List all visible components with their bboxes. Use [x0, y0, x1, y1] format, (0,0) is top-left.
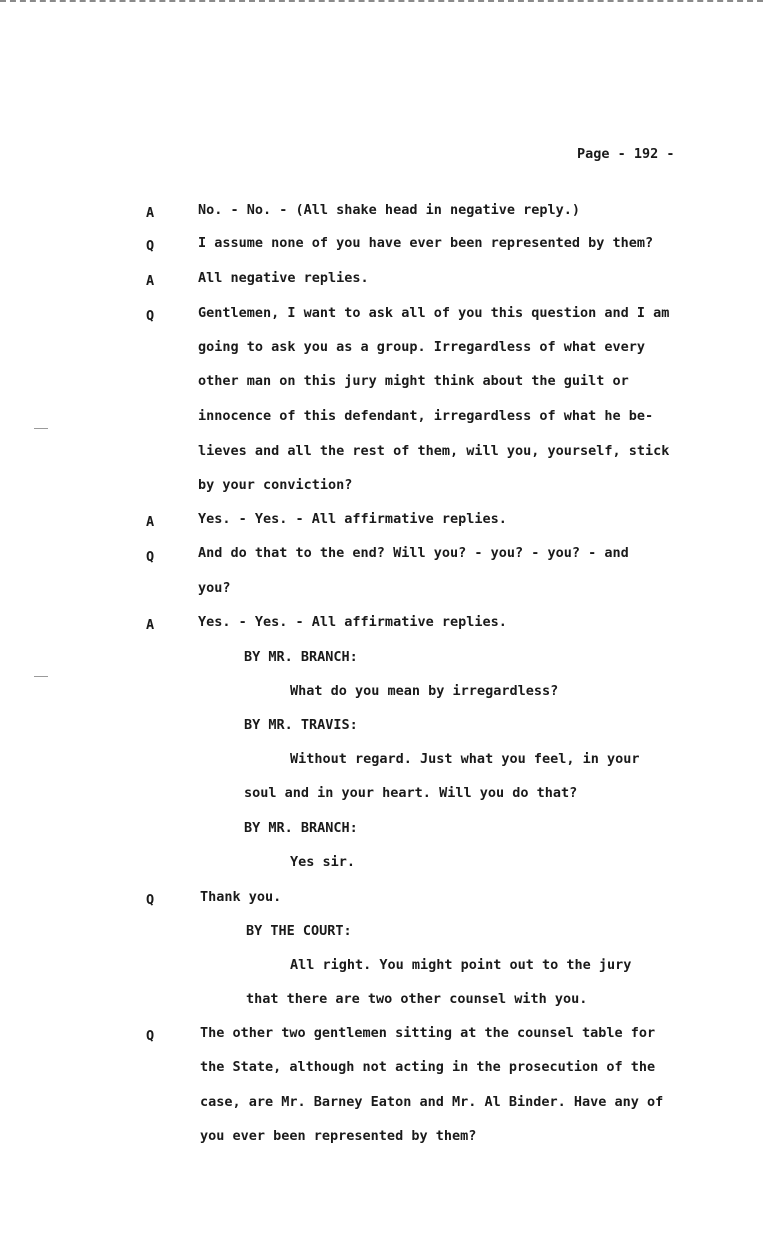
examiner-heading: BY MR. TRAVIS:	[244, 717, 358, 733]
speaker-label: A	[146, 617, 155, 633]
examiner-heading: BY MR. BRANCH:	[244, 649, 358, 665]
transcript-line: that there are two other counsel with you.	[246, 991, 588, 1007]
transcript-line: What do you mean by irregardless?	[290, 683, 559, 699]
page-number: Page - 192 -	[577, 146, 675, 162]
transcript-line: case, are Mr. Barney Eaton and Mr. Al Binder. Have any of	[200, 1094, 664, 1110]
scan-mark	[34, 428, 48, 429]
examiner-heading: BY MR. BRANCH:	[244, 820, 358, 836]
transcript-line: you?	[198, 580, 231, 596]
transcript-line: And do that to the end? Will you? - you? - you? - and	[198, 545, 629, 561]
examiner-heading: BY THE COURT:	[246, 923, 352, 939]
transcript-line: by your conviction?	[198, 477, 353, 493]
transcript-line: Yes. - Yes. - All affirmative replies.	[198, 511, 507, 527]
scan-mark	[34, 676, 48, 677]
speaker-label: A	[146, 273, 155, 289]
speaker-label: Q	[146, 549, 155, 565]
transcript-line: Gentlemen, I want to ask all of you this question and I am	[198, 305, 670, 321]
transcript-line: soul and in your heart. Will you do that?	[244, 785, 578, 801]
transcript-line: lieves and all the rest of them, will you, yourself, stick	[198, 443, 670, 459]
transcript-line: All negative replies.	[198, 270, 369, 286]
transcript-line: the State, although not acting in the prosecution of the	[200, 1059, 656, 1075]
speaker-label: Q	[146, 308, 155, 324]
transcript-line: Without regard. Just what you feel, in your	[290, 751, 640, 767]
transcript-line: The other two gentlemen sitting at the counsel table for	[200, 1025, 656, 1041]
speaker-label: Q	[146, 1028, 155, 1044]
transcript-line: you ever been represented by them?	[200, 1128, 477, 1144]
speaker-label: Q	[146, 892, 155, 908]
transcript-line: All right. You might point out to the jury	[290, 957, 632, 973]
speaker-label: A	[146, 205, 155, 221]
transcript-line: I assume none of you have ever been represented by them?	[198, 235, 654, 251]
transcript-line: going to ask you as a group. Irregardless of what every	[198, 339, 646, 355]
transcript-line: Yes sir.	[290, 854, 356, 870]
transcript-line: other man on this jury might think about the guilt or	[198, 373, 629, 389]
speaker-label: Q	[146, 238, 155, 254]
transcript-line: Thank you.	[200, 889, 282, 905]
transcript-line: No. - No. - (All shake head in negative reply.)	[198, 202, 581, 218]
speaker-label: A	[146, 514, 155, 530]
transcript-line: innocence of this defendant, irregardless of what he be-	[198, 408, 654, 424]
transcript-line: Yes. - Yes. - All affirmative replies.	[198, 614, 507, 630]
